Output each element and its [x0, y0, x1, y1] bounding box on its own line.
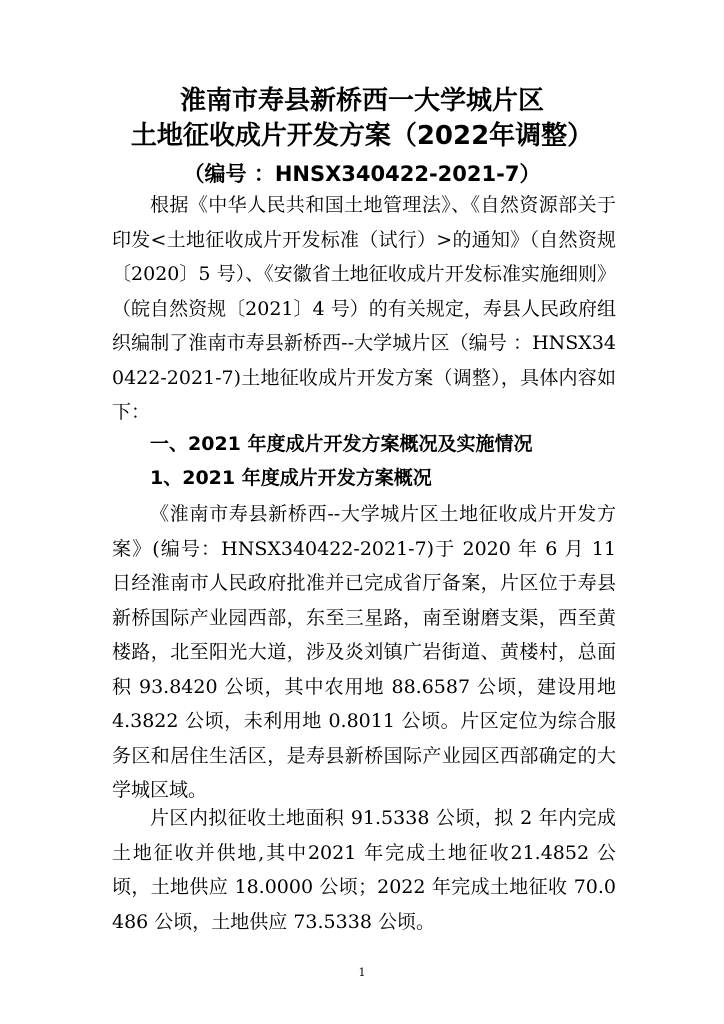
subsection-heading-1: 1、2021 年度成片开发方案概况 — [150, 467, 432, 489]
document-title-line1: 淮南市寿县新桥西一大学城片区 — [179, 86, 544, 116]
overview-paragraph: 《淮南市寿县新桥西--大学城片区土地征收成片开发方案》(编号：HNSX340422-2021-7)于 2020 年 6 月 11 日经淮南市人民政府批准并已完成省厅备案，片区位于寿县新桥国际产业园西部，东至三星路，南至谢磨支渠，西至黄楼路，北至阳光大道，涉及炎刘镇广岩街道、黄楼村，总面积 93.8420 公顷，其中农用地 88.6587 公顷，建设用地 4.3822 公顷，未利用地 0.8011 公顷。片区定位为综合服务区和居住生活区，是寿县新桥国际产业园区西部确定的大学城区域。 — [112, 503, 616, 801]
document-title-line2: 土地征收成片开发方案（2022年调整） — [130, 121, 594, 151]
intro-paragraph: 根据《中华人民共和国土地管理法》、《自然资源部关于印发<土地征收成片开发标准（试行）>的通知》（自然资规〔2020〕5 号）、《安徽省土地征收成片开发标准实施细则》（皖自然资规〔2021〕4 号）的有关规定，寿县人民政府组织编制了淮南市寿县新桥西--大学城片区（编号 ：HNSX340422-2021-7)土地征收成片开发方案（调整），具体内容如下： — [112, 194, 616, 423]
section-heading-1: 一、2021 年度成片开发方案概况及实施情况 — [150, 433, 533, 455]
acquisition-paragraph: 片区内拟征收土地面积 91.5338 公顷，拟 2 年内完成土地征收并供地,其中2021 年完成土地征收21.4852 公顷，土地供应 18.0000 公顷；2022 年完成土地征收 70.0486 公顷，土地供应 73.5338 公顷。 — [112, 807, 616, 933]
page-number: 1 — [358, 966, 366, 979]
document-number-line: （编号 ：HNSX340422-2021-7） — [183, 162, 541, 186]
